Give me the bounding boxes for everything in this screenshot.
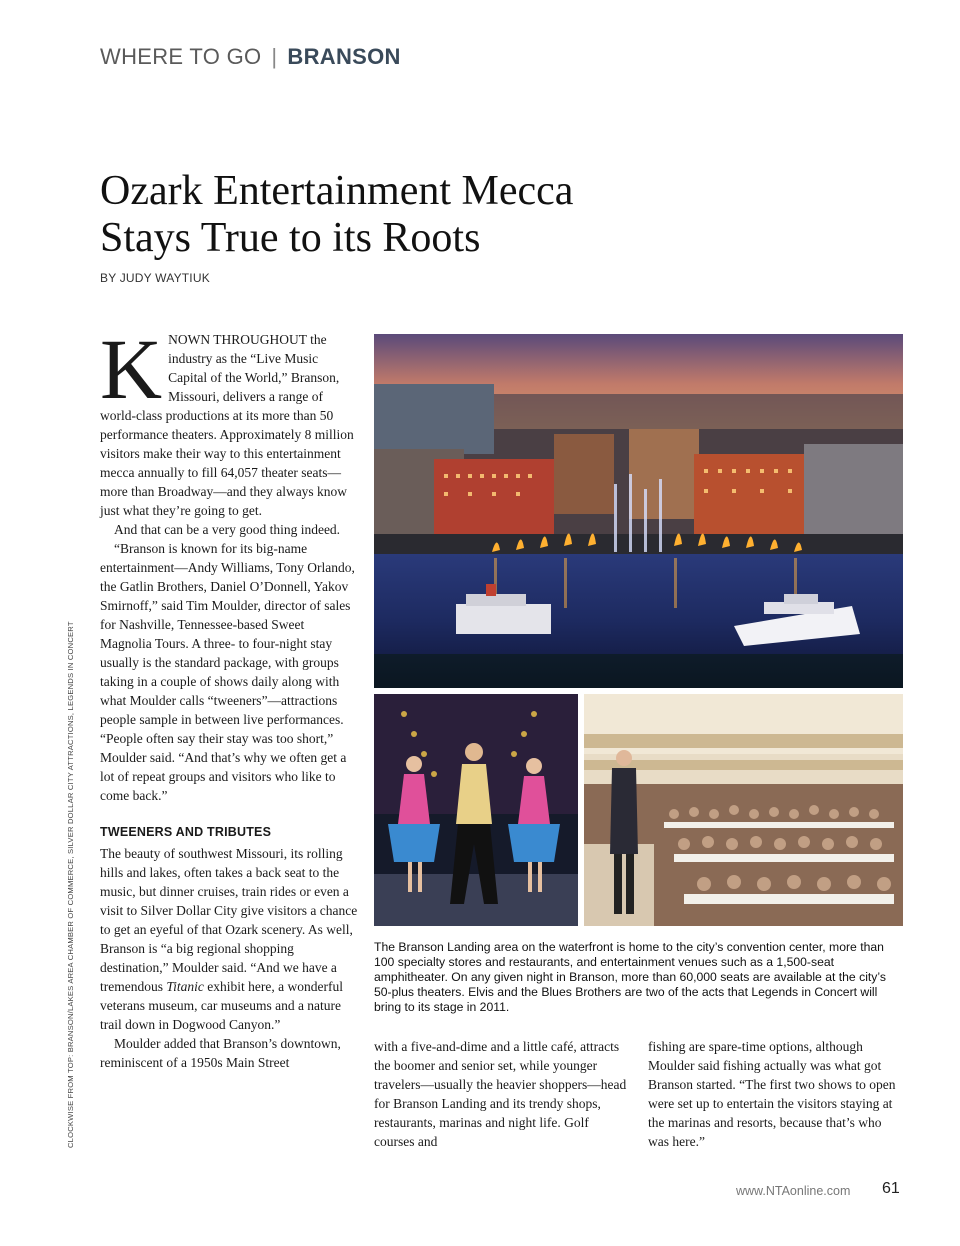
dinner-theater-illustration bbox=[584, 694, 903, 926]
byline: BY JUDY WAYTIUK bbox=[100, 271, 210, 285]
article-paragraph: with a five-and-dime and a little café, attracts the boomer and senior set, while younger travelers—usually the heavier shoppers—head for Branson Landing and its trendy shops, restaurants, marinas and night life. Golf courses and bbox=[374, 1039, 627, 1149]
lead-caps: NOWN THROUGHOUT bbox=[168, 332, 307, 347]
section-label: WHERE TO GO bbox=[100, 44, 262, 69]
branson-landing-illustration bbox=[374, 334, 903, 688]
photo-elvis-performers bbox=[374, 694, 578, 926]
paragraph-text: the industry as the “Live Music Capital of the World,” Branson, Missouri, delivers a range of world-class productions at its more than 50 performance theaters. Approximately 8 million visitors make their way to this entertainment mecca annually to fill 64,057 theater seats—more than Broadway—and they always know just what they’re going to get. bbox=[100, 332, 354, 518]
photo-branson-landing bbox=[374, 334, 903, 688]
footer-url: www.NTAonline.com bbox=[736, 1184, 851, 1198]
article-paragraph: fishing are spare-time options, although Moulder said fishing actually was what got Branson started. “The first two shows to open were set up to entertain the visitors staying at the marinas and resorts, because that’s who was here.” bbox=[648, 1039, 896, 1149]
article-paragraph: And that can be a very good thing indeed. bbox=[114, 522, 341, 537]
article-paragraph bbox=[100, 844, 358, 1034]
photo-credit: CLOCKWISE FROM TOP: BRANSON/LAKES AREA CHAMBER OF COMMERCE, SILVER DOLLAR CITY ATTRACTIONS, LEGENDS IN CONCERT bbox=[66, 621, 75, 1148]
photo-caption: The Branson Landing area on the waterfront is home to the city’s convention center, more than 100 specialty stores and restaurants, and entertainment venues such as a 1,500-seat amphitheater. On any given night in Branson, more than 60,000 seats are available at the city’s 50-plus theaters. Elvis and the Blues Brothers are two of the acts that Legends in Concert will bring to its stage in 2011. bbox=[374, 940, 886, 1014]
article-column-1 bbox=[100, 321, 358, 1072]
article-column-2 bbox=[374, 1037, 632, 1151]
article-subhead: TWEENERS AND TRIBUTES bbox=[100, 825, 272, 839]
photo-dinner-theater bbox=[584, 694, 903, 926]
page-number: 61 bbox=[882, 1180, 900, 1197]
article-column-3 bbox=[648, 1037, 904, 1151]
section-header bbox=[100, 44, 401, 70]
article-paragraph: “Branson is known for its big-name entertainment—Andy Williams, Tony Orlando, the Gatlin Brothers, Daniel O’Donnell, Yakov Smirnoff,” said Tim Moulder, director of sales for Nashville, Tennessee-based Sweet Magnolia Tours. A three- to four-night stay usually is the standard package, with groups taking in a couple of shows daily along with what Moulder calls “tweeners”—attractions people sample in between live performances. “People often say their stay was too short,” Moulder said. “And that’s why we often get a lot of repeat groups and visitors who like to come back.” bbox=[100, 541, 355, 803]
paragraph-text: The beauty of southwest Missouri, its rolling hills and lakes, often takes a back seat to the music, but dinner cruises, train rides or even a visit to Silver Dollar City give visitors a chance to get an eyeful of that Ozark scenery. As well, Branson is “a big regional shopping destination,” Moulder said. “And we have a tremendous bbox=[100, 846, 358, 994]
article-paragraph bbox=[100, 321, 358, 520]
elvis-performers-illustration bbox=[374, 694, 578, 926]
headline-line-1: Ozark Entertainment Mecca bbox=[100, 168, 574, 214]
section-separator: | bbox=[271, 44, 278, 69]
page-title bbox=[100, 168, 573, 262]
article-paragraph: Moulder added that Branson’s downtown, reminiscent of a 1950s Main Street bbox=[100, 1036, 341, 1070]
section-topic: BRANSON bbox=[287, 44, 401, 69]
paragraph-text: exhibit here, a wonderful veterans museum, car museums and a nature trail down in Dogwood Canyon.” bbox=[100, 979, 343, 1032]
headline-line-2: Stays True to its Roots bbox=[100, 215, 481, 261]
drop-cap: K bbox=[100, 321, 163, 417]
italic-title: Titanic bbox=[166, 979, 204, 994]
